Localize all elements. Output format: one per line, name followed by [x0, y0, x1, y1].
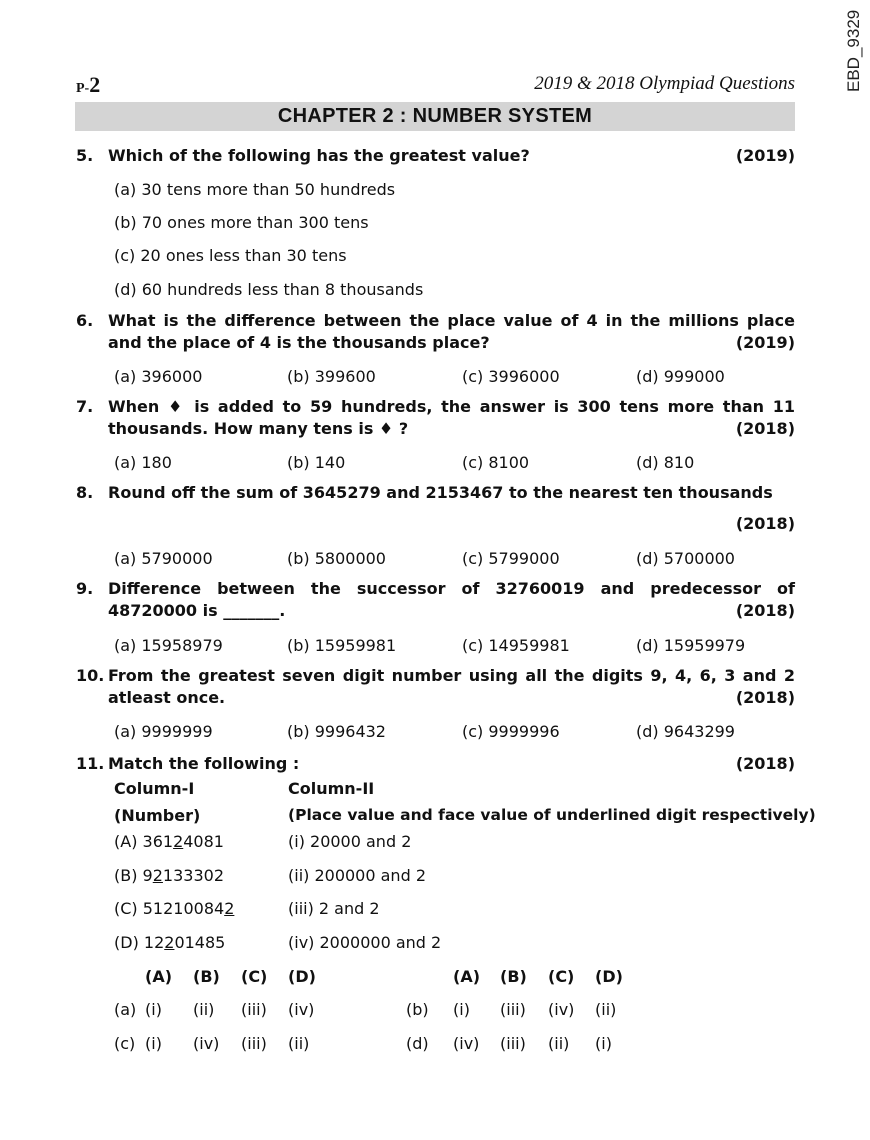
option-d: (d) 15959979: [636, 636, 746, 655]
match-row-iv-value: (iv) 2000000 and 2: [288, 933, 442, 952]
key-header-c: (C): [241, 967, 268, 986]
question-year: (2018): [735, 601, 795, 620]
option-d: (d) 5700000: [636, 549, 735, 568]
key-header-b: (B): [193, 967, 220, 986]
options-row: [114, 636, 795, 658]
answer-option-b-label: (b): [406, 1000, 429, 1019]
question-year: (2018): [735, 688, 795, 707]
key-header-c: (C): [548, 967, 575, 986]
option-b: (b) 9996432: [287, 722, 386, 741]
match-row-b-number: (B) 92133302: [114, 866, 224, 885]
option-c: (c) 9999996: [462, 722, 560, 741]
answer-cell: (iv): [193, 1034, 220, 1053]
key-header-d: (D): [288, 967, 316, 986]
column-1-subtitle: (Number): [114, 806, 201, 825]
answer-cell: (iii): [241, 1000, 267, 1019]
question-7: 7. When ♦ is added to 59 hundreds, the answer is 300 tens more than 11 thousands. How many tens is ♦ ? (2018): [76, 397, 795, 438]
option-c: (c) 5799000: [462, 549, 560, 568]
column-2-title: Column-II: [288, 779, 375, 798]
key-header-a: (A): [453, 967, 481, 986]
answer-cell: (iii): [500, 1000, 526, 1019]
question-year: (2018): [735, 514, 795, 533]
question-11: 11. Match the following : (2018): [76, 754, 795, 773]
answer-option-c-label: (c): [114, 1034, 136, 1053]
key-header-b: (B): [500, 967, 527, 986]
option-a: (a) 9999999: [114, 722, 213, 741]
answer-option-d-label: (d): [406, 1034, 429, 1053]
answer-cell: (ii): [193, 1000, 215, 1019]
column-2-subtitle: (Place value and face value of underlined digit respectively): [288, 806, 816, 824]
answer-cell: (i): [453, 1000, 470, 1019]
option-c: (c) 3996000: [462, 367, 560, 386]
column-1-title: Column-I: [114, 779, 195, 798]
question-8: 8. Round off the sum of 3645279 and 2153467 to the nearest ten thousands (2018): [76, 483, 795, 533]
question-5: 5. Which of the following has the greatest value? (2019): [76, 146, 795, 165]
answer-cell: (iv): [548, 1000, 575, 1019]
question-text: Round off the sum of 3645279 and 2153467 to the nearest ten thousands: [108, 483, 773, 502]
match-row-c-number: (C) 512100842: [114, 899, 235, 918]
option-c: (c) 8100: [462, 453, 530, 472]
option-b: (b) 5800000: [287, 549, 386, 568]
question-year: (2018): [735, 754, 795, 773]
match-row-i-value: (i) 20000 and 2: [288, 832, 412, 851]
option-d: (d) 60 hundreds less than 8 thousands: [114, 280, 424, 299]
option-a: (a) 30 tens more than 50 hundreds: [114, 180, 396, 199]
options-row: [114, 549, 795, 571]
option-d: (d) 810: [636, 453, 695, 472]
option-a: (a) 180: [114, 453, 172, 472]
chapter-title-bar: [75, 102, 795, 131]
side-code: EBD_9329: [844, 9, 863, 92]
option-a: (a) 396000: [114, 367, 203, 386]
option-a: (a) 5790000: [114, 549, 213, 568]
chapter-title: CHAPTER 2 : NUMBER SYSTEM: [277, 105, 593, 127]
running-title: 2019 & 2018 Olympiad Questions: [534, 73, 795, 94]
option-d: (d) 9643299: [636, 722, 735, 741]
answer-cell: (ii): [548, 1034, 570, 1053]
options-row: [114, 722, 795, 744]
match-row-d-number: (D) 12201485: [114, 933, 226, 952]
answer-cell: (ii): [288, 1034, 310, 1053]
option-a: (a) 15958979: [114, 636, 223, 655]
options-row: [114, 453, 795, 475]
match-row-ii-value: (ii) 200000 and 2: [288, 866, 426, 885]
question-text: Match the following :: [108, 754, 300, 773]
option-b: (b) 70 ones more than 300 tens: [114, 213, 369, 232]
key-header-d: (D): [595, 967, 623, 986]
answer-cell: (i): [145, 1000, 162, 1019]
answer-cell: (ii): [595, 1000, 617, 1019]
option-c: (c) 20 ones less than 30 tens: [114, 246, 347, 265]
answer-cell: (iv): [288, 1000, 315, 1019]
question-text: When ♦ is added to 59 hundreds, the answer is 300 tens more than 11 thousands. How many tens is ♦ ?: [108, 397, 795, 438]
options-row: [114, 367, 795, 389]
answer-option-a-label: (a): [114, 1000, 137, 1019]
answer-cell: (i): [595, 1034, 612, 1053]
answer-cell: (i): [145, 1034, 162, 1053]
answer-cell: (iii): [241, 1034, 267, 1053]
question-9: 9. Difference between the successor of 32760019 and predecessor of 48720000 is _______. (2018): [76, 579, 795, 620]
option-b: (b) 140: [287, 453, 346, 472]
question-year: (2019): [735, 333, 795, 352]
page-number: P-2: [76, 72, 101, 97]
question-text: What is the difference between the place value of 4 in the millions place and the place of 4 is the thousands place?: [108, 311, 795, 352]
option-d: (d) 999000: [636, 367, 725, 386]
question-year: (2019): [735, 146, 795, 165]
key-header-a: (A): [145, 967, 173, 986]
answer-cell: (iii): [500, 1034, 526, 1053]
answer-cell: (iv): [453, 1034, 480, 1053]
question-text: From the greatest seven digit number using all the digits 9, 4, 6, 3 and 2 atleast once.: [108, 666, 795, 707]
question-10: 10. From the greatest seven digit number using all the digits 9, 4, 6, 3 and 2 atleast once. (2018): [76, 666, 795, 707]
option-c: (c) 14959981: [462, 636, 570, 655]
question-text: Which of the following has the greatest value?: [108, 146, 530, 165]
question-6: 6. What is the difference between the place value of 4 in the millions place and the place of 4 is the thousands place? (2019): [76, 311, 795, 352]
match-row-a-number: (A) 36124081: [114, 832, 224, 851]
option-b: (b) 399600: [287, 367, 376, 386]
question-year: (2018): [735, 419, 795, 438]
question-text: Difference between the successor of 32760019 and predecessor of 48720000 is _______.: [108, 579, 795, 620]
match-row-iii-value: (iii) 2 and 2: [288, 899, 380, 918]
option-b: (b) 15959981: [287, 636, 397, 655]
